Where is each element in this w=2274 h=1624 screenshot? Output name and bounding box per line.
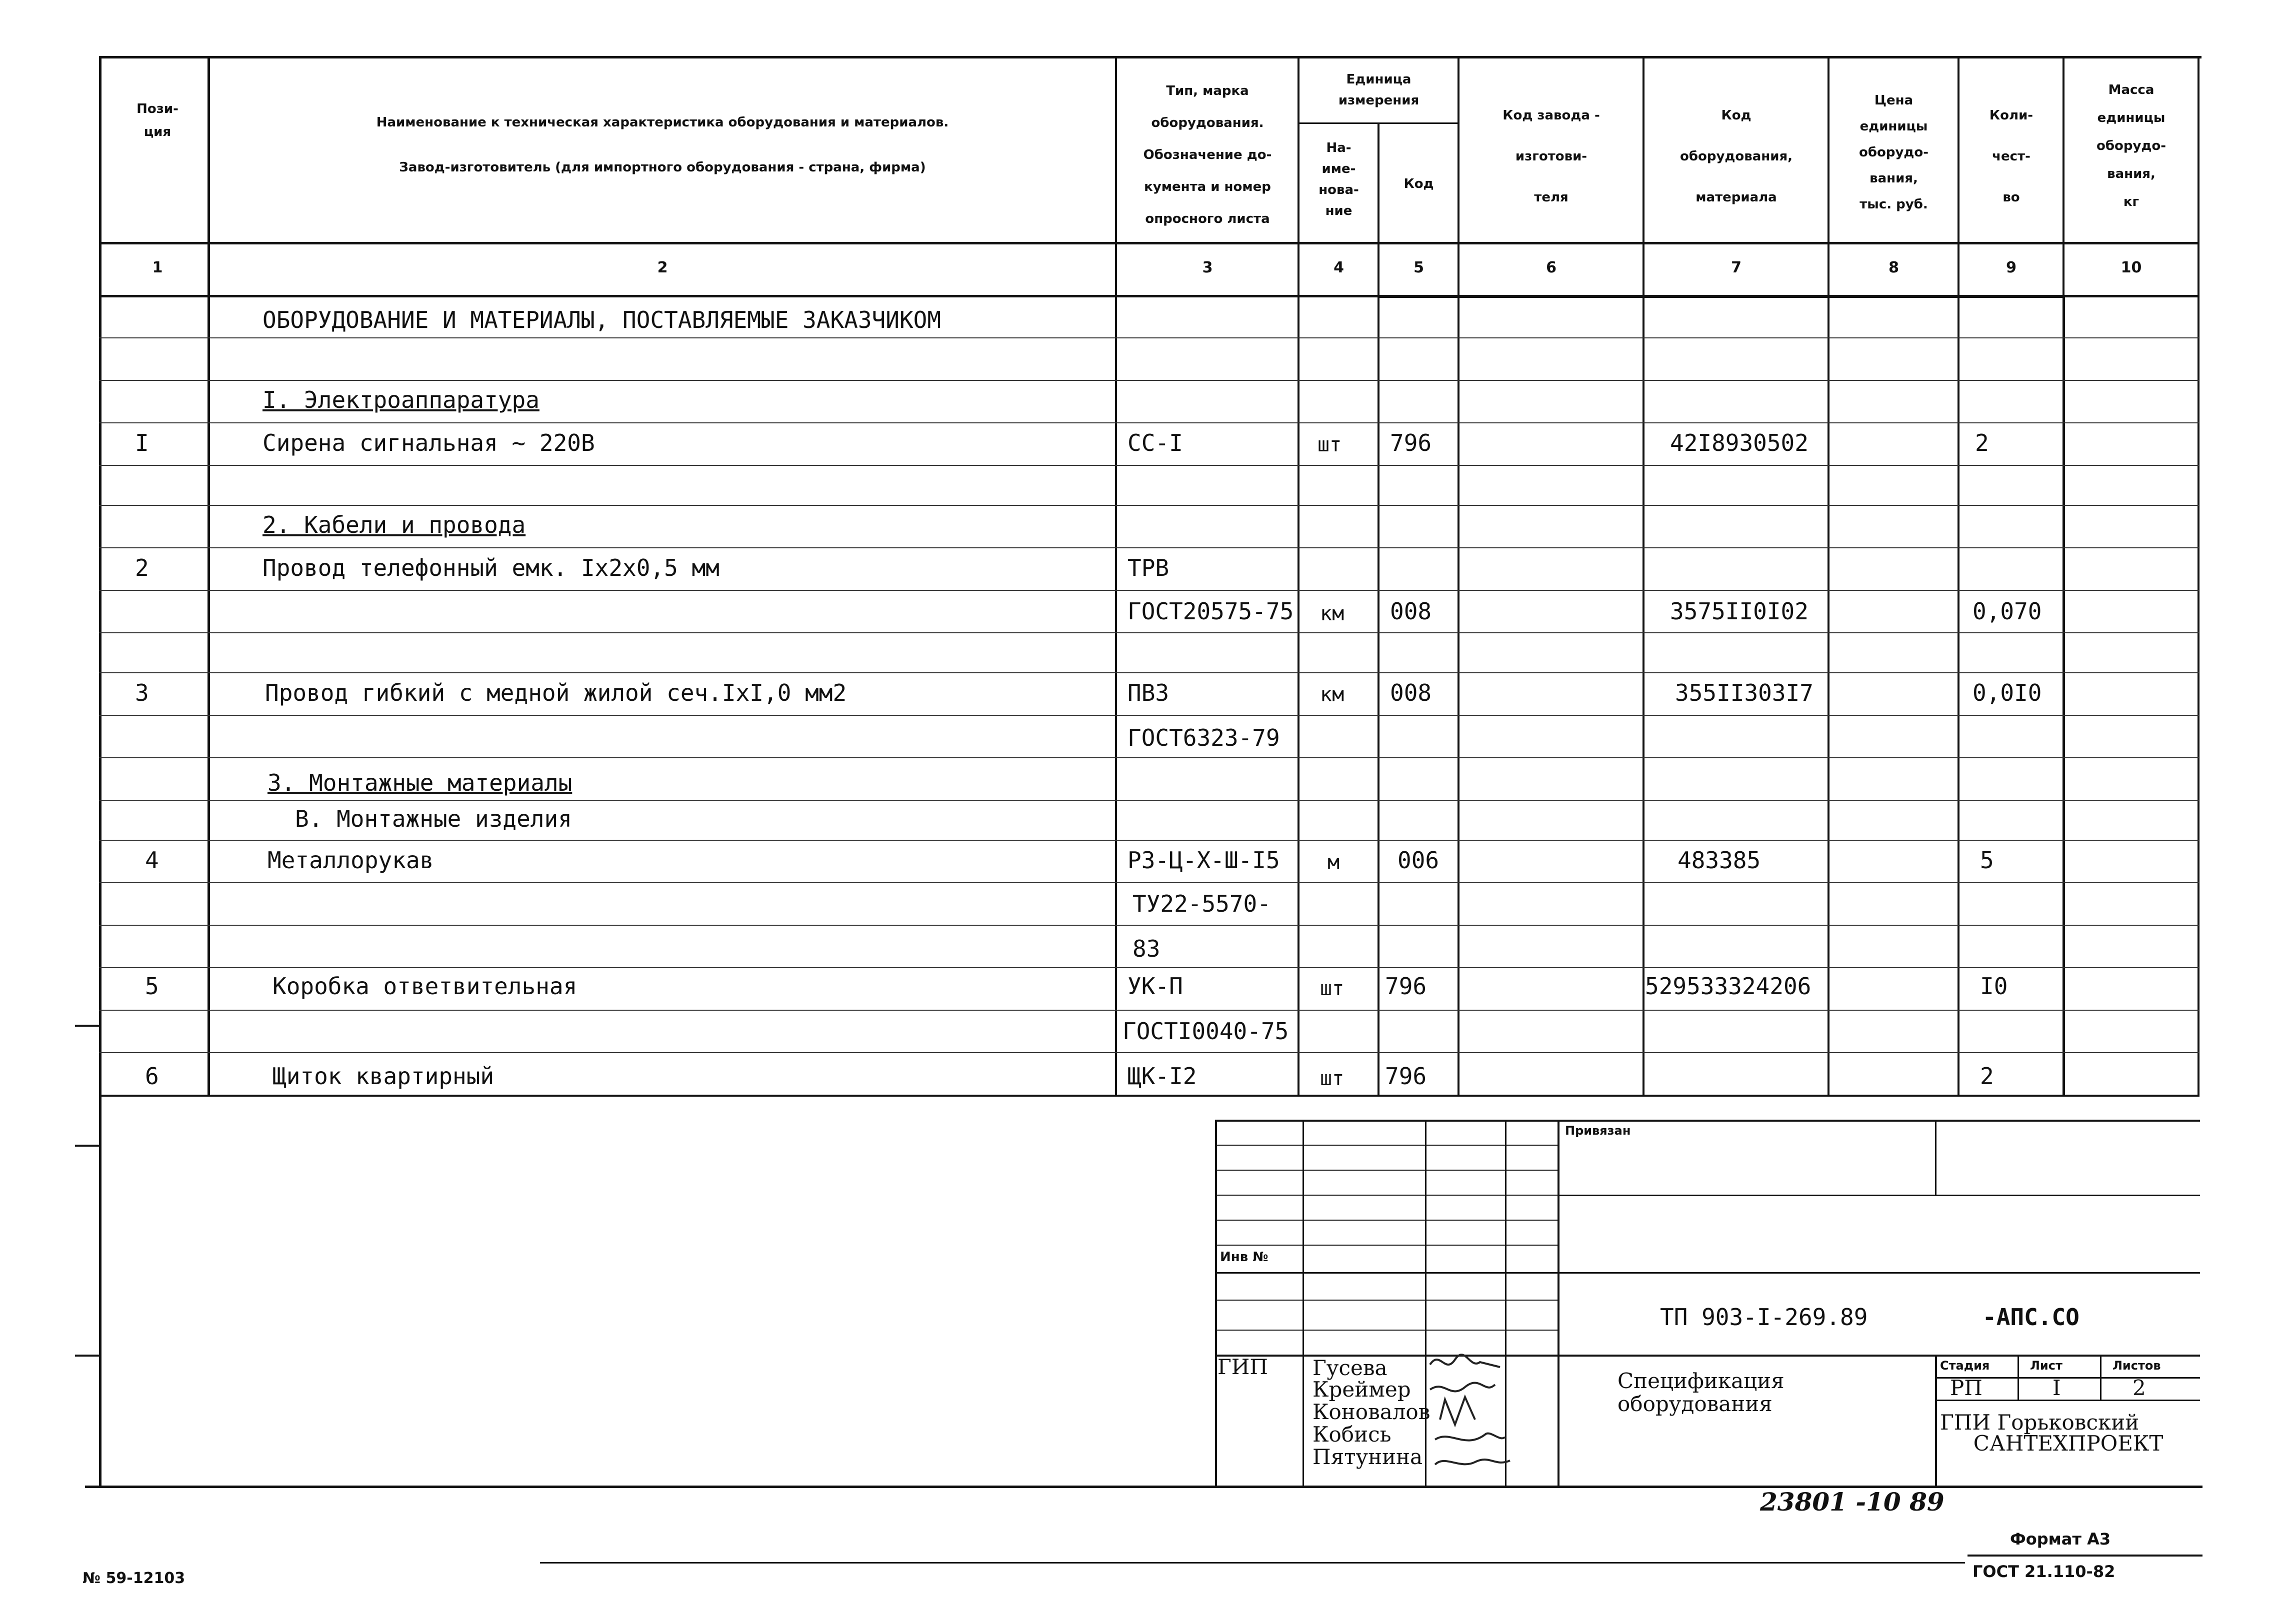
row-unit-code: 008 <box>1390 598 1432 625</box>
row-type: ГОСТ6323-79 <box>1128 724 1280 751</box>
row-unit: шт <box>1318 433 1342 456</box>
colnum-7: 7 <box>1731 259 1742 276</box>
handwritten-number: 23801 -10 89 <box>1760 1487 1944 1517</box>
doc-code: ТП 903-I-269.89 <box>1660 1304 1868 1331</box>
sheets-label: Листов <box>2112 1359 2161 1373</box>
header-position: Пози- ция <box>136 101 178 139</box>
row-unit-code: 006 <box>1398 847 1440 874</box>
row-type: ПВЗ <box>1128 679 1170 706</box>
colnum-1: 1 <box>152 259 163 276</box>
colnum-5: 5 <box>1414 259 1424 276</box>
person-1: Гусева <box>1312 1356 1388 1380</box>
header-mass: Масса единицы оборудо- вания, кг <box>2096 82 2166 209</box>
row-unit-code: 796 <box>1390 429 1432 456</box>
header-name-line1: Наименование к техническая характеристика оборудования и материалов. <box>376 115 949 130</box>
subsection-mounting-items: В. Монтажные изделия <box>295 805 572 832</box>
footer-line-left <box>540 1562 1965 1564</box>
header-price: Цена единицы оборудо- вания, тыс. руб. <box>1858 93 1929 212</box>
colnum-10: 10 <box>2120 259 2142 276</box>
organization: ГПИ Горьковский САНТЕХПРОЕКТ <box>1940 1410 2164 1456</box>
colnum-6: 6 <box>1546 259 1556 276</box>
stage-value: РП <box>1950 1376 1982 1400</box>
row-eq-code: 42I8930502 <box>1670 429 1808 456</box>
row-unit: км <box>1320 683 1344 706</box>
section-mounting: 3. Монтажные материалы <box>268 769 572 796</box>
row-name: Металлорукав <box>268 847 434 874</box>
row-unit: м <box>1328 851 1340 874</box>
left-margin-mark-2 <box>75 1145 100 1147</box>
row-unit: шт <box>1320 977 1344 1000</box>
left-code: № 59-12103 <box>82 1570 186 1587</box>
row-unit-code: 796 <box>1385 1063 1427 1090</box>
doc-suffix: -АПС.СО <box>1982 1304 2080 1331</box>
section-heading: ОБОРУДОВАНИЕ И МАТЕРИАЛЫ, ПОСТАВЛЯЕМЫЕ ЗАКАЗЧИКОМ <box>262 306 942 333</box>
row-type: СС-I <box>1128 429 1183 456</box>
left-margin-mark-3 <box>75 1355 100 1357</box>
left-margin-mark <box>75 1025 100 1027</box>
signatures <box>1425 1345 1525 1490</box>
header-type: Тип, марка оборудования. Обозначение до- кумента и номер опросного листа <box>1143 83 1272 226</box>
row-qty: 2 <box>1975 429 1989 456</box>
row-pos: 5 <box>145 973 159 1000</box>
row-pos: 3 <box>135 679 149 706</box>
row-type: 83 <box>1132 935 1160 962</box>
row-name: Коробка ответвительная <box>272 973 578 1000</box>
row-pos: 2 <box>135 554 149 581</box>
row-eq-code: 355II303I7 <box>1675 679 1814 706</box>
colnum-4: 4 <box>1334 259 1344 276</box>
footer-line <box>1968 1555 2202 1557</box>
header-unit-name: На- име- нова- ние <box>1318 140 1359 218</box>
sheet-value: I <box>2052 1376 2061 1400</box>
inv-no-label: Инв № <box>1220 1250 1268 1265</box>
colnum-3: 3 <box>1202 259 1213 276</box>
row-name: Сирена сигнальная ~ 220В <box>262 429 595 456</box>
header-unit-code: Код <box>1404 176 1434 191</box>
sheet-label: Лист <box>2030 1359 2062 1373</box>
row-qty: 5 <box>1980 847 1994 874</box>
row-eq-code: 483385 <box>1678 847 1761 874</box>
document-title: Спецификация оборудования <box>1618 1369 1784 1416</box>
format-label: Формат А3 <box>2010 1530 2111 1549</box>
row-qty: 0,0I0 <box>1972 679 2042 706</box>
gip-label: ГИП <box>1218 1355 1268 1379</box>
section-cables: 2. Кабели и провода <box>262 511 526 538</box>
row-unit-code: 796 <box>1385 973 1427 1000</box>
person-4: Кобись <box>1312 1422 1392 1447</box>
header-quantity: Коли- чест- во <box>1989 108 2034 205</box>
row-name: Провод телефонный емк. Iх2х0,5 мм <box>262 554 720 581</box>
person-5: Пятунина <box>1312 1445 1423 1469</box>
person-2: Креймер <box>1312 1377 1411 1402</box>
gost-label: ГОСТ 21.110-82 <box>1972 1562 2116 1581</box>
row-unit: км <box>1320 602 1344 625</box>
row-eq-code: 3575II0I02 <box>1670 598 1808 625</box>
colnum-9: 9 <box>2006 259 2016 276</box>
row-unit: шт <box>1320 1067 1344 1090</box>
colnum-2: 2 <box>657 259 668 276</box>
row-type: ЩК-I2 <box>1128 1063 1197 1090</box>
row-name: Провод гибкий с медной жилой сеч.IхI,0 мм2 <box>265 679 847 706</box>
header-unit: Единица измерения <box>1338 72 1420 108</box>
row-type: ТУ22-5570- <box>1132 890 1271 917</box>
person-3: Коновалов <box>1312 1400 1430 1424</box>
row-type: ГОСТI0040-75 <box>1122 1018 1289 1045</box>
sheets-value: 2 <box>2132 1376 2146 1400</box>
row-type: РЗ-Ц-Х-Ш-I5 <box>1128 847 1280 874</box>
section-electro: I. Электроаппаратура <box>262 386 540 413</box>
row-pos: 4 <box>145 847 159 874</box>
row-type: УК-П <box>1128 973 1183 1000</box>
colnum-8: 8 <box>1888 259 1899 276</box>
row-pos: 6 <box>145 1063 159 1090</box>
stage-label: Стадия <box>1940 1359 1990 1373</box>
row-qty: 2 <box>1980 1063 1994 1090</box>
header-name-line2: Завод-изготовитель (для импортного оборудования - страна, фирма) <box>399 160 926 175</box>
row-type: ГОСТ20575-75 <box>1128 598 1294 625</box>
privyazan-label: Привязан <box>1565 1124 1631 1138</box>
row-qty: 0,070 <box>1972 598 2042 625</box>
row-pos: I <box>135 429 149 456</box>
row-type: ТРВ <box>1128 554 1170 581</box>
header-equipment-code: Код оборудования, материала <box>1680 108 1793 205</box>
header-factory-code: Код завода - изготови- теля <box>1502 108 1600 205</box>
row-name: Щиток квартирный <box>272 1063 494 1090</box>
row-unit-code: 008 <box>1390 679 1432 706</box>
row-qty: I0 <box>1980 973 2008 1000</box>
row-eq-code: 529533324206 <box>1645 973 1812 1000</box>
